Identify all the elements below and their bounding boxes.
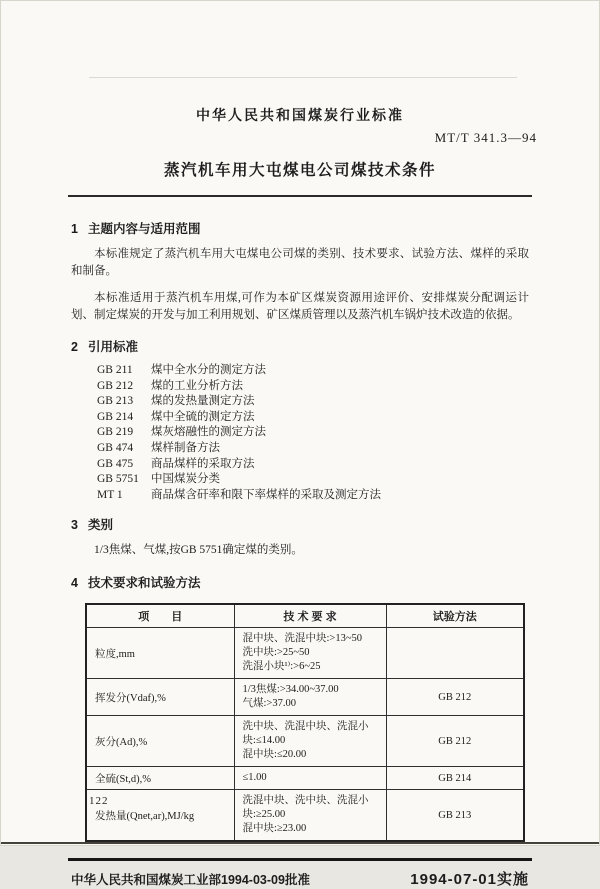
section-1-number: 1 [71,222,78,236]
requirement-line: 洗混中块、洗中块、洗混小块:≥25.00 [242,795,369,821]
column-header-item: 项 目 [86,604,234,628]
implementation-date: 1994-07-01实施 [410,871,529,889]
reference-code: MT 1 [97,488,123,501]
reference-title: 煤的发热量测定方法 [151,395,255,408]
requirement-line: 混中块、洗混中块:>13~50 [242,633,363,645]
cell-requirement [234,716,386,767]
standard-number: MT/T 341.3—94 [434,130,537,145]
document-body [1,219,599,842]
cell-requirement [234,767,386,790]
reference-item [97,457,529,473]
requirement-line: 混中块:≥23.00 [242,823,307,835]
reference-code: GB 214 [97,410,134,423]
section-2-heading [71,337,529,355]
page-number: 122 [89,795,109,807]
table-row [86,679,524,716]
section-1-paragraph-2: 本标准适用于蒸汽机车用煤,可作为本矿区煤炭资源用途评价、安排煤炭分配调运计划、制定煤炭的开发与加工利用规划、矿区煤质管理以及蒸汽机车锅炉技术改造的依据。 [71,291,529,321]
reference-item [97,379,529,395]
section-4-heading [71,573,529,591]
section-4-title: 技术要求和试验方法 [87,575,201,590]
reference-code: GB 212 [97,379,134,392]
cell-requirement [234,790,386,842]
scan-artifact-bottom [1,842,599,844]
reference-item [97,363,529,379]
spec-table [85,603,525,843]
cell-item: 发热量(Qnet,ar),MJ/kg [86,790,234,842]
requirement-line: 气煤:>37.00 [242,698,296,710]
column-header-requirement: 技 术 要 求 [234,604,386,628]
cell-method: GB 213 [386,790,524,842]
cell-method: GB 212 [386,716,524,767]
table-row [86,716,524,767]
reference-code: GB 5751 [97,473,139,486]
reference-code: GB 211 [97,364,133,376]
cell-requirement [234,679,386,716]
reference-title: 煤样制备方法 [151,441,220,454]
requirement-line: ≤1.00 [242,772,267,784]
reference-code: GB 474 [97,441,134,454]
table-row [86,628,524,679]
table-row [86,790,524,842]
section-2-title: 引用标准 [87,340,138,354]
section-3-heading [71,515,529,533]
document-footer [1,861,599,889]
table-header-row [86,604,524,628]
reference-item [97,410,529,426]
cell-item: 灰分(Ad),% [86,716,234,767]
cell-method: GB 212 [386,679,524,716]
standard-type-heading: 中华人民共和国煤炭行业标准 [196,107,404,123]
cell-method [386,628,524,679]
section-1-paragraph-1: 本标准规定了蒸汽机车用大屯煤电公司煤的类别、技术要求、试验方法、煤样的采取和制备。 [71,248,529,278]
cell-item: 全硫(St,d),% [86,767,234,790]
column-header-method: 试验方法 [386,604,524,628]
section-3-number: 3 [71,518,78,533]
requirement-line: 洗中块:>25~50 [242,647,310,659]
cell-method: GB 214 [386,767,524,790]
reference-item [97,472,529,488]
requirement-line: 混中块:≤20.00 [242,749,307,761]
header-rule [68,195,532,197]
reference-title: 商品煤样的采取方法 [151,457,255,470]
cell-requirement [234,628,386,679]
reference-item [97,394,529,410]
reference-code: GB 475 [97,457,134,470]
reference-title: 商品煤含矸率和限下率煤样的采取及测定方法 [151,488,381,501]
section-3-title: 类别 [87,518,113,533]
section-1-title: 主题内容与适用范围 [87,222,201,236]
document-title: 蒸汽机车用大屯煤电公司煤技术条件 [163,162,436,179]
reference-title: 煤中全硫的测定方法 [151,410,255,423]
section-1-heading [71,219,529,237]
reference-title: 煤中全水分的测定方法 [151,364,266,376]
approval-text: 中华人民共和国煤炭工业部1994-03-09批准 [71,873,310,888]
section-4-number: 4 [71,575,78,590]
reference-code: GB 219 [97,426,134,439]
cell-item: 挥发分(Vdaf),% [86,679,234,716]
reference-item [97,425,529,441]
reference-title: 煤灰熔融性的测定方法 [151,426,266,439]
cell-item: 粒度,mm [86,628,234,679]
spec-table-body [86,628,524,842]
reference-code: GB 213 [97,395,134,408]
reference-title: 中国煤炭分类 [151,473,220,486]
section-3-paragraph-1: 1/3焦煤、气煤,按GB 5751确定煤的类别。 [94,544,303,557]
reference-item [97,441,529,457]
section-2-number: 2 [71,340,78,354]
requirement-line: 洗混小块¹⁾:>6~25 [242,661,321,673]
table-row [86,767,524,790]
reference-item [97,488,529,504]
document-header [1,1,599,180]
requirement-line: 洗中块、洗混中块、洗混小块:≤14.00 [242,721,369,747]
requirement-line: 1/3焦煤:>34.00~37.00 [242,684,339,696]
scan-artifact-top [89,77,517,78]
reference-list [97,363,529,503]
reference-title: 煤的工业分析方法 [151,379,243,392]
